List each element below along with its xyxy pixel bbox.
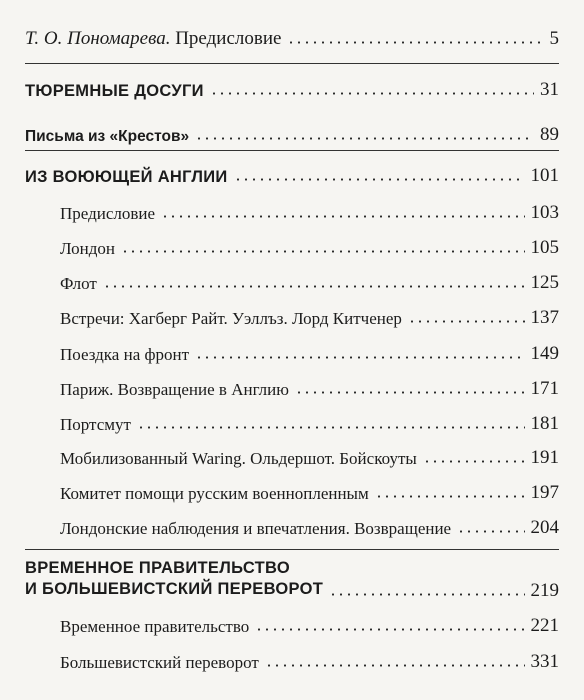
- preface-author: Т. О. Пономарева.: [25, 28, 171, 49]
- toc-entry-preface: [0, 18, 584, 48]
- section-title-line1: ВРЕМЕННОЕ ПРАВИТЕЛЬСТВО: [25, 559, 290, 577]
- entry-title: Портсмут: [60, 415, 131, 434]
- section-divider: [25, 63, 559, 64]
- entry-title: Мобилизованный Waring. Ольдершот. Бойскоуты: [60, 449, 417, 468]
- page-number: 204: [530, 517, 559, 538]
- dot-leader: [408, 320, 525, 323]
- entry-title: Лондонские наблюдения и впечатления. Возвращение: [60, 519, 452, 538]
- toc-subentry: [0, 605, 584, 635]
- toc-subentry: [0, 437, 584, 467]
- toc-entry-letters: [0, 114, 584, 144]
- dot-leader: [287, 41, 543, 44]
- page-number: 31: [540, 79, 559, 100]
- page-number: 105: [530, 237, 559, 258]
- toc-subentry: [0, 472, 584, 502]
- toc-subentry: [0, 507, 584, 537]
- toc-entry-title: [0, 29, 281, 48]
- entry-title: Париж. Возвращение в Англию: [60, 380, 289, 399]
- dot-leader: [265, 664, 525, 667]
- entry-title: Встречи: Хагберг Райт. Уэллъз. Лорд Китченер: [60, 309, 402, 328]
- page-number: 101: [530, 165, 559, 186]
- dot-leader: [255, 628, 524, 631]
- section-divider: [25, 150, 559, 151]
- toc-subentry: [0, 262, 584, 292]
- section-title: ТЮРЕМНЫЕ ДОСУГИ: [25, 81, 204, 100]
- entry-title: Флот: [60, 274, 97, 293]
- toc-subentry: [0, 227, 584, 257]
- page-number: 89: [540, 124, 559, 145]
- page-number: 191: [530, 447, 559, 468]
- dot-leader: [210, 92, 534, 95]
- entry-title: Письма из «Крестов»: [25, 127, 190, 145]
- page-number: 197: [530, 482, 559, 503]
- page-number: 221: [530, 615, 559, 636]
- page-number: 149: [530, 343, 559, 364]
- dot-leader: [329, 593, 524, 596]
- toc-subentry: [0, 297, 584, 327]
- dot-leader: [121, 250, 525, 253]
- dot-leader: [137, 426, 525, 429]
- section-divider: [25, 549, 559, 550]
- entry-title: Временное правительство: [60, 617, 250, 636]
- dot-leader: [423, 460, 525, 463]
- dot-leader: [457, 530, 524, 533]
- toc-subentry: [0, 403, 584, 433]
- page-number: 331: [530, 651, 559, 672]
- dot-leader: [195, 356, 524, 359]
- dot-leader: [195, 137, 534, 140]
- toc-section-govt: [0, 558, 584, 600]
- entry-title: Поездка на фронт: [60, 345, 190, 364]
- section-title: ИЗ ВОЮЮЩЕЙ АНГЛИИ: [25, 167, 228, 186]
- entry-title: Лондон: [60, 239, 115, 258]
- toc-subentry: [0, 333, 584, 363]
- entry-title: Предисловие: [60, 204, 156, 223]
- dot-leader: [161, 215, 524, 218]
- page-number: 137: [530, 307, 559, 328]
- preface-title: Предисловие: [175, 28, 282, 49]
- dot-leader: [295, 391, 525, 394]
- page-number: 5: [549, 28, 559, 49]
- dot-leader: [103, 285, 525, 288]
- toc-section-prison: [0, 69, 584, 99]
- toc-subentry: [0, 368, 584, 398]
- entry-title: Большевистский переворот: [60, 653, 259, 672]
- toc-subentry: [0, 641, 584, 671]
- entry-title: Комитет помощи русским военнопленным: [60, 484, 369, 503]
- dot-leader: [375, 495, 525, 498]
- toc-subentry: [0, 192, 584, 222]
- dot-leader: [234, 178, 525, 181]
- page-number: 125: [530, 272, 559, 293]
- section-title: [0, 558, 323, 600]
- page-number: 219: [530, 580, 559, 601]
- page-number: 181: [530, 413, 559, 434]
- page-number: 171: [530, 378, 559, 399]
- page-number: 103: [530, 202, 559, 223]
- toc-section-england: [0, 155, 584, 185]
- section-title-line2: И БОЛЬШЕВИСТСКИЙ ПЕРЕВОРОТ: [25, 580, 324, 598]
